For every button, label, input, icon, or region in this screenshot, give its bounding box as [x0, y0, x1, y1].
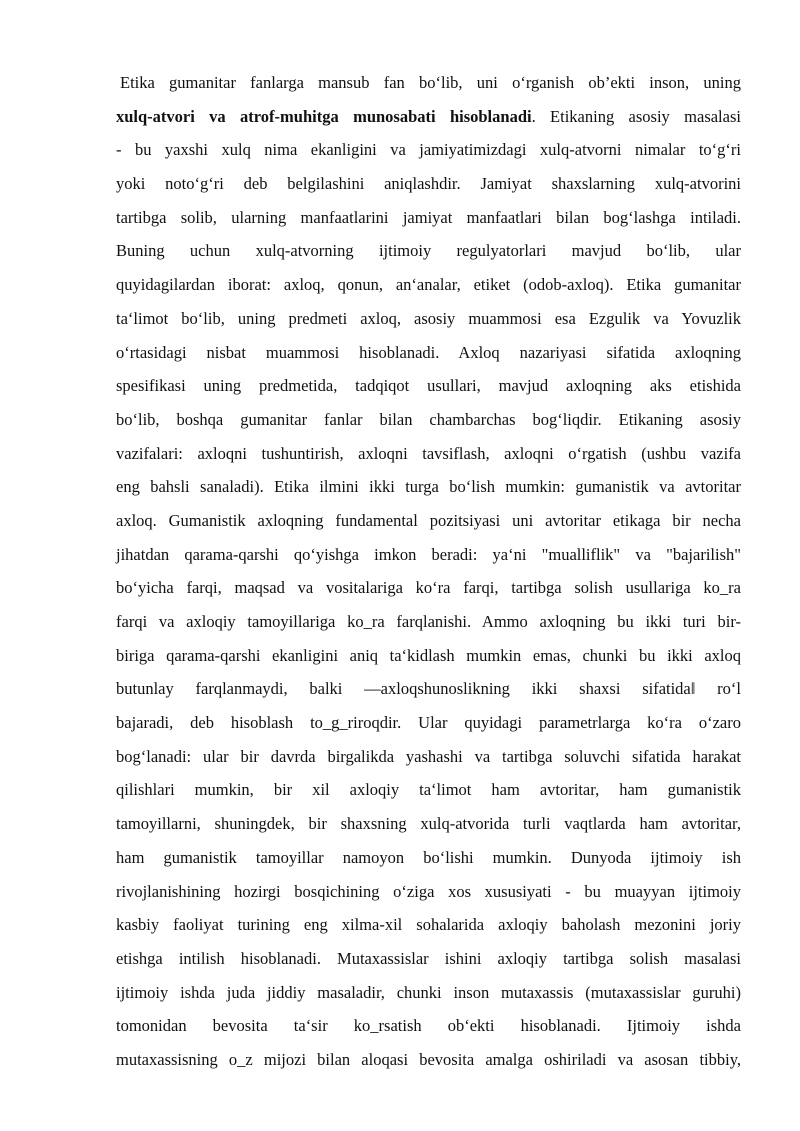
body-text	[116, 66, 741, 1077]
text-line: yoki noto‘g‘ri deb belgilashini aniqlashdir. Jamiyat shaxslarning xulq-atvorini	[116, 174, 741, 194]
text-line: biriga qarama-qarshi ekanligini aniq ta‘kidlash mumkin emas, chunki bu ikki axloq	[116, 645, 741, 665]
emphasized-phrase: xulq-atvori va atrof-muhitga munosabati hisoblanadi	[116, 106, 532, 126]
text-line: Buning uchun xulq-atvorning ijtimoiy regulyatorlari mavjud bo‘lib, ular	[116, 241, 741, 261]
text-line: jihatdan qarama-qarshi qo‘yishga imkon beradi: ya‘ni "mualliflik" va "bajarilish"	[116, 544, 741, 564]
text-line: ham gumanistik tamoyillar namoyon bo‘lishi mumkin. Dunyoda ijtimoiy ish	[116, 847, 741, 867]
text-line: - bu yaxshi xulq nima ekanligini va jamiyatimizdagi xulq-atvorni nimalar to‘g‘ri	[116, 140, 741, 160]
text-line: tartibga solib, ularning manfaatlarini jamiyat manfaatlari bilan bog‘lashga intiladi.	[116, 207, 741, 227]
text-line: tomonidan bevosita ta‘sir ko_rsatish ob‘ekti hisoblanadi. Ijtimoiy ishda	[116, 1016, 741, 1036]
text-line: butunlay farqlanmaydi, balki ―axloqshunoslikning ikki shaxsi sifatida‖ ro‘l	[116, 679, 741, 699]
text-line: etishga intilish hisoblanadi. Mutaxassislar ishini axloqiy tartibga solish masalasi	[116, 948, 741, 968]
text-line: rivojlanishining hozirgi bosqichining o‘ziga xos xususiyati - bu muayyan ijtimoiy	[116, 881, 741, 901]
text-line: axloq. Gumanistik axloqning fundamental pozitsiyasi uni avtoritar etikaga bir necha	[116, 510, 741, 530]
text-line: bajaradi, deb hisoblash to_g_riroqdir. Ular quyidagi parametrlarga ko‘ra o‘zaro	[116, 713, 741, 733]
text-line: ijtimoiy ishda juda jiddiy masaladir, chunki inson mutaxassis (mutaxassislar guruhi)	[116, 982, 741, 1002]
text-line: bog‘lanadi: ular bir davrda birgalikda yashashi va tartibga soluvchi sifatida harakat	[116, 746, 741, 766]
text-line: mutaxassisning o_z mijozi bilan aloqasi bevosita amalga oshiriladi va asosan tibbiy,	[116, 1049, 741, 1069]
text-line: bo‘lib, boshqa gumanitar fanlar bilan chambarchas bog‘liqdir. Etikaning asosiy	[116, 409, 741, 429]
text-line	[116, 100, 741, 134]
text-fragment: . Etikaning asosiy masalasi	[531, 106, 741, 126]
text-line: kasbiy faoliyat turining eng xilma-xil sohalarida axloqiy baholash mezonini joriy	[116, 915, 741, 935]
text-line: Etika gumanitar fanlarga mansub fan bo‘lib, uni o‘rganish ob’ekti inson, uning	[120, 73, 741, 92]
text-line: farqi va axloqiy tamoyillariga ko_ra farqlanishi. Ammo axloqning bu ikki turi bir-	[116, 612, 741, 631]
text-line: vazifalari: axloqni tushuntirish, axloqni tavsiflash, axloqni o‘rgatish (ushbu vazifa	[116, 443, 741, 463]
text-line: spesifikasi uning predmetida, tadqiqot usullari, mavjud axloqning aks etishida	[116, 376, 741, 396]
text-line: tamoyillarni, shuningdek, bir shaxsning xulq-atvorida turli vaqtlarda ham avtoritar,	[116, 814, 741, 834]
text-line: ta‘limot bo‘lib, uning predmeti axloq, asosiy muammosi esa Ezgulik va Yovuzlik	[116, 308, 741, 328]
text-line: quyidagilardan iborat: axloq, qonun, an‘analar, etiket (odob-axloq). Etika gumanitar	[116, 275, 741, 295]
text-line: bo‘yicha farqi, maqsad va vositalariga ko‘ra farqi, tartibga solish usullariga ko_ra	[116, 578, 741, 598]
text-line: eng bahsli sanaladi). Etika ilmini ikki turga bo‘lish mumkin: gumanistik va avtoritar	[116, 477, 741, 497]
text-line: o‘rtasidagi nisbat muammosi hisoblanadi. Axloq nazariyasi sifatida axloqning	[116, 342, 741, 362]
text-line: qilishlari mumkin, bir xil axloqiy ta‘limot ham avtoritar, ham gumanistik	[116, 780, 741, 800]
